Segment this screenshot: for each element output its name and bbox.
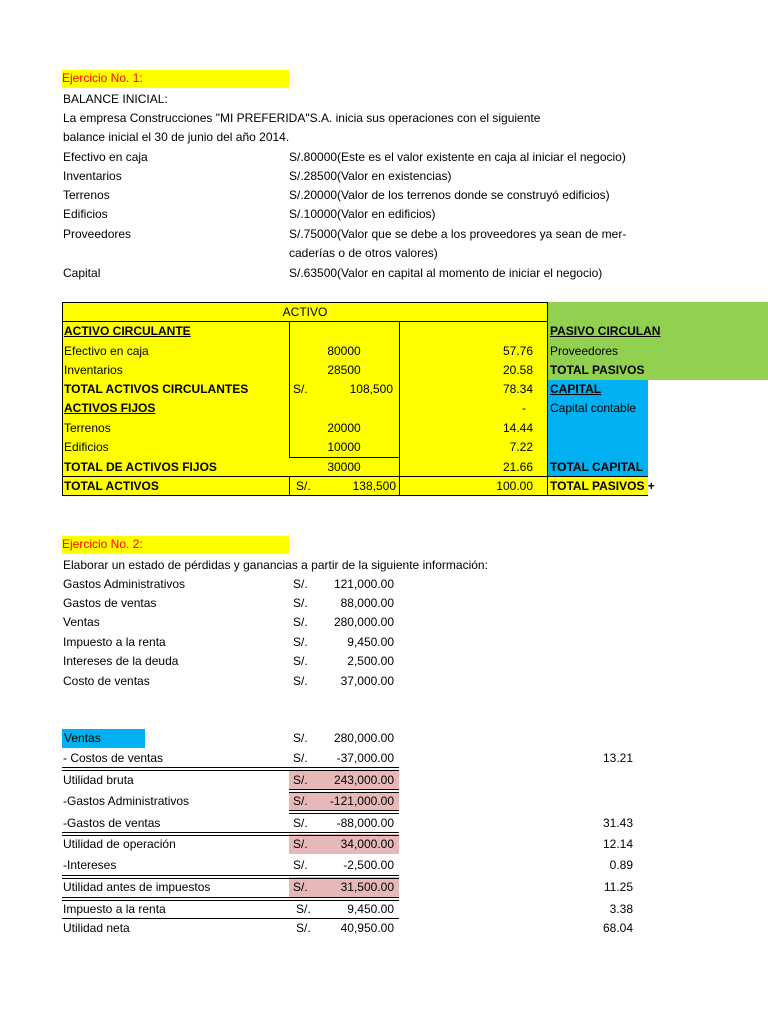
balance-row-pct: 21.66: [502, 460, 533, 474]
balance-row-pct: 100.00: [496, 479, 533, 493]
balance-row-currency: S/.: [293, 382, 308, 396]
balance-row-pct: 57.76: [502, 344, 533, 358]
pl-row-label: -Intereses: [63, 858, 117, 872]
pl-row-amount: 34,000.00: [340, 837, 394, 851]
pl-row-currency: S/.: [293, 880, 308, 894]
balance-row-label: TOTAL ACTIVOS: [64, 479, 159, 493]
balance-header: ACTIVO: [282, 305, 328, 319]
balance-col-rule: [289, 321, 290, 457]
ex1-item-value: S/.75000(Valor que se debe a los proveedores ya sean de mer-: [289, 227, 627, 241]
ex2-intro: Elaborar un estado de pérdidas y ganancias a partir de la siguiente información:: [63, 558, 488, 572]
balance-row-amount: 30000: [327, 460, 361, 474]
pl-row-amount: -2,500.00: [343, 858, 394, 872]
pl-row-pct: 11.25: [603, 880, 633, 894]
pl-row-pct: 68.04: [602, 921, 633, 935]
balance-col-rule: [289, 476, 290, 496]
pl-row-amount: -88,000.00: [336, 816, 394, 830]
balance-row-amount: 80000: [327, 344, 361, 358]
ex2-item-label: Gastos de ventas: [63, 596, 157, 610]
pl-row-amount: 9,450.00: [347, 902, 394, 916]
balance-subtotal-rule: [289, 457, 399, 458]
ex1-item-value: caderías o de otros valores): [289, 246, 438, 260]
ex1-item-value: S/.80000(Este es el valor existente en caja al iniciar el negocio): [289, 150, 626, 164]
pl-row-label: -Gastos Administrativos: [63, 794, 190, 808]
pl-row-pct: 0.89: [609, 858, 633, 872]
ex1-item-label: Edificios: [63, 207, 108, 221]
pl-row-label: Utilidad de operación: [63, 837, 176, 851]
balance-row-amount: 108,500: [349, 382, 393, 396]
balance-row-pct: 7.22: [509, 440, 533, 454]
ex1-item-value: S/.10000(Valor en edificios): [289, 207, 436, 221]
pl-row-currency: S/.: [293, 816, 308, 830]
ex2-item-amount: 88,000.00: [340, 596, 394, 610]
ex2-item-currency: S/.: [293, 654, 308, 668]
balance-row-right: Proveedores: [550, 344, 619, 358]
ex1-item-label: Terrenos: [63, 188, 110, 202]
ex2-heading: Ejercicio No. 2:: [62, 536, 289, 554]
ex1-item-label: Efectivo en caja: [63, 150, 148, 164]
ex2-item-amount: 37,000.00: [340, 674, 394, 688]
ex1-item-value: S/.63500(Valor en capital al momento de iniciar el negocio): [289, 266, 603, 280]
pl-row-label: - Costos de ventas: [63, 751, 164, 765]
pl-row-pct: 3.38: [609, 902, 633, 916]
balance-row-right: TOTAL PASIVOS +: [550, 479, 655, 493]
ex1-item-label: Capital: [63, 266, 101, 280]
ex1-item-label: Inventarios: [63, 169, 122, 183]
balance-row-amount: 20000: [327, 421, 361, 435]
pl-rule: [62, 918, 399, 919]
balance-row-amount: 138,500: [352, 479, 396, 493]
balance-row-pct: 20.58: [502, 363, 533, 377]
balance-row-amount: 10000: [327, 440, 361, 454]
ex1-item-value: S/.20000(Valor de los terrenos donde se construyó edificios): [289, 188, 610, 202]
balance-row-right: Capital contable: [550, 401, 637, 415]
pl-row-amount: 280,000.00: [333, 731, 394, 745]
pl-row-amount: 40,950.00: [340, 921, 394, 935]
balance-row-right: TOTAL CAPITAL: [550, 460, 644, 474]
ex2-item-amount: 2,500.00: [347, 654, 394, 668]
ex2-item-currency: S/.: [293, 577, 308, 591]
balance-header-rule: [62, 321, 548, 322]
pl-row-currency: S/.: [296, 902, 311, 916]
ex2-item-currency: S/.: [293, 615, 308, 629]
pl-row-currency: S/.: [293, 751, 308, 765]
balance-row-right: TOTAL PASIVOS: [550, 363, 645, 377]
pl-row-currency: S/.: [293, 858, 308, 872]
balance-row-label: TOTAL ACTIVOS CIRCULANTES: [64, 382, 249, 396]
balance-row-amount: 28500: [327, 363, 361, 377]
pl-row-label: Impuesto a la renta: [63, 902, 166, 916]
pl-row-currency: S/.: [296, 921, 311, 935]
ex2-item-label: Intereses de la deuda: [63, 654, 179, 668]
pl-row-currency: S/.: [293, 731, 308, 745]
pl-row-amount: 243,000.00: [333, 773, 394, 787]
balance-row-label: Terrenos: [64, 421, 111, 435]
balance-row-label: Edificios: [64, 440, 109, 454]
ex1-subheading: BALANCE INICIAL:: [63, 92, 168, 106]
ex2-item-currency: S/.: [293, 596, 308, 610]
balance-row-label: Efectivo en caja: [64, 344, 149, 358]
pl-double-rule: [62, 767, 399, 771]
pl-row-currency: S/.: [293, 794, 308, 808]
pl-row-label: -Gastos de ventas: [63, 816, 161, 830]
pl-row-label: Utilidad neta: [63, 921, 130, 935]
pl-row-currency: S/.: [293, 773, 308, 787]
ex2-item-label: Ventas: [63, 615, 100, 629]
ex1-item-value: S/.28500(Valor en existencias): [289, 169, 452, 183]
pl-row-pct: 31.43: [602, 816, 633, 830]
balance-row-right: PASIVO CIRCULAN: [550, 324, 661, 338]
ex1-item-label: Proveedores: [63, 227, 132, 241]
pl-row-amount: -121,000.00: [329, 794, 394, 808]
ex2-item-label: Impuesto a la renta: [63, 635, 166, 649]
ex2-item-amount: 121,000.00: [333, 577, 394, 591]
balance-row-pct: 14.44: [502, 421, 533, 435]
balance-row-label: Inventarios: [64, 363, 123, 377]
ex2-item-amount: 9,450.00: [347, 635, 394, 649]
pl-row-pct: 13.21: [602, 751, 633, 765]
pl-row-amount: -37,000.00: [336, 751, 394, 765]
balance-row-pct: -: [522, 401, 526, 415]
ex2-item-label: Costo de ventas: [63, 674, 150, 688]
ex2-item-amount: 280,000.00: [333, 615, 394, 629]
balance-row-label: ACTIVOS FIJOS: [64, 401, 156, 415]
balance-row-label: ACTIVO CIRCULANTE: [64, 324, 191, 338]
balance-row-right: CAPITAL: [550, 382, 602, 396]
pl-row-label: Ventas: [64, 731, 101, 745]
ex2-item-currency: S/.: [293, 674, 308, 688]
ex2-item-label: Gastos Administrativos: [63, 577, 186, 591]
balance-row-label: TOTAL DE ACTIVOS FIJOS: [64, 460, 217, 474]
pl-row-pct: 12.14: [602, 837, 633, 851]
pl-row-label: Utilidad bruta: [63, 773, 134, 787]
pl-row-label: Utilidad antes de impuestos: [63, 880, 211, 894]
ex1-intro-line-2: balance inicial el 30 de junio del año 2014.: [63, 130, 290, 144]
ex2-item-currency: S/.: [293, 635, 308, 649]
pl-row-currency: S/.: [293, 837, 308, 851]
ex1-heading: Ejercicio No. 1:: [62, 70, 289, 88]
ex1-intro-line-1: La empresa Construcciones "MI PREFERIDA"S.A. inicia sus operaciones con el siguiente: [63, 111, 541, 125]
pl-row-amount: 31,500.00: [340, 880, 394, 894]
pl-double-rule: [289, 810, 399, 814]
balance-row-pct: 78.34: [502, 382, 533, 396]
balance-row-currency: S/.: [296, 479, 311, 493]
